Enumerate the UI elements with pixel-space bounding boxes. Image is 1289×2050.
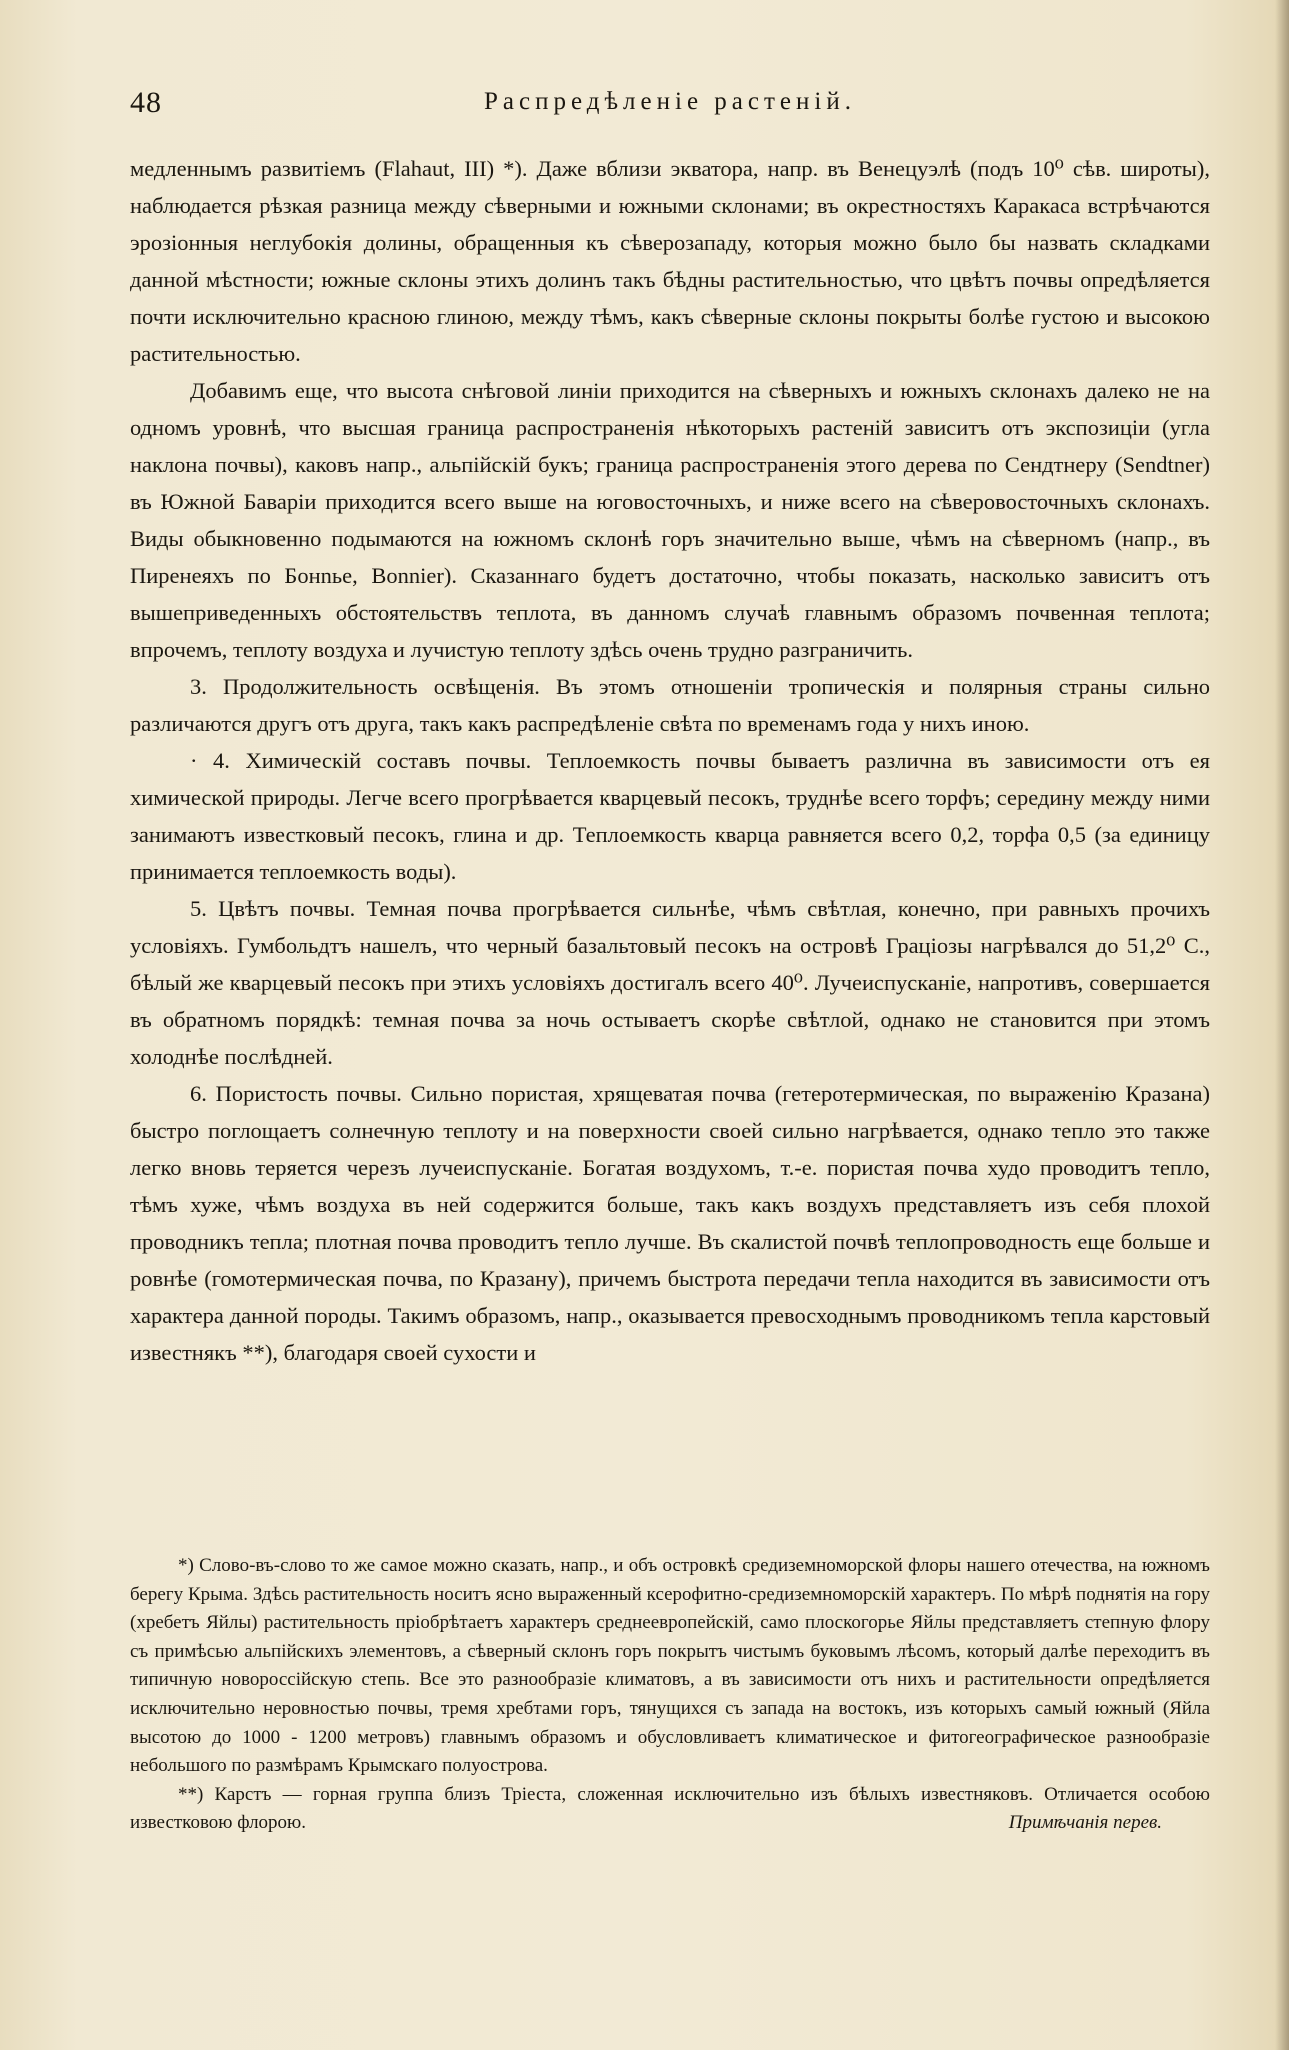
footnotes xyxy=(130,1552,1210,1838)
main-text xyxy=(130,150,1210,1371)
paragraph-continuation: медленнымъ развитіемъ (Flahaut, III) *). Даже вблизи экватора, напр. въ Венецуэлѣ (подъ 10⁰ сѣв. широты), наблюдается рѣзкая разница между сѣверными и южными склонами; въ окрестностяхъ Каракаса встрѣчаются эрозіонныя неглубокія долины, обращенныя къ сѣверозападу, которыя можно было бы назвать складками данной мѣстности; южные склоны этихъ долинъ такъ бѣдны растительностью, что цвѣтъ почвы опредѣляется почти исключительно красною глиною, между тѣмъ, какъ сѣверные склоны покрыты болѣе густою и высокою растительностью. xyxy=(130,156,1210,366)
page-header xyxy=(130,86,1210,126)
paragraph-chemical-composition: · 4. Химическій составъ почвы. Теплоемкость почвы бываетъ различна въ зависимости отъ ея химической природы. Легче всего прогрѣвается кварцевый песокъ, труднѣе всего торфъ; середину между ними занимаютъ известковый песокъ, глина и др. Теплоемкость кварца равняется всего 0,2, торфа 0,5 (за единицу принимается теплоемкость воды). xyxy=(130,748,1210,884)
page-spine-shadow xyxy=(1275,0,1289,2050)
running-title: Распредѣленіе растеній. xyxy=(484,88,856,115)
footnote-separator xyxy=(130,1530,1210,1531)
footnote-1: *) Слово-въ-слово то же самое можно сказать, напр., и объ островкѣ средиземноморской флоры нашего отечества, на южномъ берегу Крыма. Здѣсь растительность носитъ ясно выраженный ксерофитно-средиземноморскій характеръ. По мѣрѣ поднятія на гору (хребетъ Яйлы) растительность пріобрѣтаетъ характеръ среднеевропейскій, само плоскогорье Яйлы представляетъ степную флору съ примѣсью альпійскихъ элементовъ, а сѣверный склонъ горъ покрытъ чистымъ буковымъ лѣсомъ, который далѣе переходитъ въ типичную новороссійскую степь. Все это разнообразіе климатовъ, а въ зависимости отъ нихъ и растительности опредѣляется исключительно неровностью почвы, тремя хребтами горъ, тянущихся съ запада на востокъ, изъ которыхъ самый южный (Яйла высотою до 1000 - 1200 метровъ) главнымъ образомъ и обусловливаетъ климатическое и фитогеографическое разнообразіе небольшого по размѣрамъ Крымскаго полуострова. xyxy=(130,1555,1210,1777)
page-number: 48 xyxy=(130,86,162,119)
paragraph-snow-line: Добавимъ еще, что высота снѣговой линіи приходится на сѣверныхъ и южныхъ склонахъ далеко не на одномъ уровнѣ, что высшая граница распространенія нѣкоторыхъ растеній зависитъ отъ экспозиціи (угла наклона почвы), каковъ напр., альпійскій букъ; граница распространенія этого дерева по Сендтнеру (Sendtner) въ Южной Баваріи приходится всего выше на юговосточныхъ, и ниже всего на сѣверовосточныхъ склонахъ. Виды обыкновенно подымаются на южномъ склонѣ горъ значительно выше, чѣмъ на сѣверномъ (напр., въ Пиренеяхъ по Бонnье, Bonnier). Сказаннаго будетъ достаточно, чтобы показать, насколько зависитъ отъ вышеприведенныхъ обстоятельствъ теплота, въ данномъ случаѣ главнымъ образомъ почвенная теплота; впрочемъ, теплоту воздуха и лучистую теплоту здѣсь очень трудно разграничить. xyxy=(130,378,1210,662)
paragraph-soil-color: 5. Цвѣтъ почвы. Темная почва прогрѣвается сильнѣе, чѣмъ свѣтлая, конечно, при равныхъ прочихъ условіяхъ. Гумбольдтъ нашелъ, что черный базальтовый песокъ на островѣ Граціозы нагрѣвался до 51,2⁰ C., бѣлый же кварцевый песокъ при этихъ условіяхъ достигалъ всего 40⁰. Лучеиспусканіе, напротивъ, совершается въ обратномъ порядкѣ: темная почва за ночь остываетъ скорѣе свѣтлой, однако не становится при этомъ холоднѣе послѣдней. xyxy=(130,896,1210,1069)
footnote-2: **) Карстъ — горная группа близъ Тріеста, сложенная исключительно изъ бѣлыхъ известняковъ. Отличается особою известковою флорою. xyxy=(130,1783,1210,1834)
paragraph-illumination: 3. Продолжительность освѣщенія. Въ этомъ отношеніи тропическія и полярныя страны сильно различаются другъ отъ друга, такъ какъ распредѣленіе свѣта по временамъ года у нихъ иною. xyxy=(130,674,1210,736)
translator-notes-signature: Примѣчанія перев. xyxy=(1008,1812,1162,1834)
paragraph-soil-porosity: 6. Пористость почвы. Сильно пористая, хрящеватая почва (гетеротермическая, по выраженію Кразана) быстро поглощаетъ солнечную теплоту и на поверхности своей сильно нагрѣвается, однако тепло это также легко вновь теряется черезъ лучеиспусканіе. Богатая воздухомъ, т.-е. пористая почва худо проводитъ тепло, тѣмъ хуже, чѣмъ воздуха въ ней содержится больше, такъ какъ воздухъ представляетъ изъ себя плохой проводникъ тепла; плотная почва проводитъ тепло лучше. Въ скалистой почвѣ теплопроводность еще больше и ровнѣе (гомотермическая почва, по Кразану), причемъ быстрота передачи тепла находится въ зависимости отъ характера данной породы. Такимъ образомъ, напр., оказывается превосходнымъ проводникомъ тепла карстовый известнякъ **), благодаря своей сухости и xyxy=(130,1081,1210,1365)
